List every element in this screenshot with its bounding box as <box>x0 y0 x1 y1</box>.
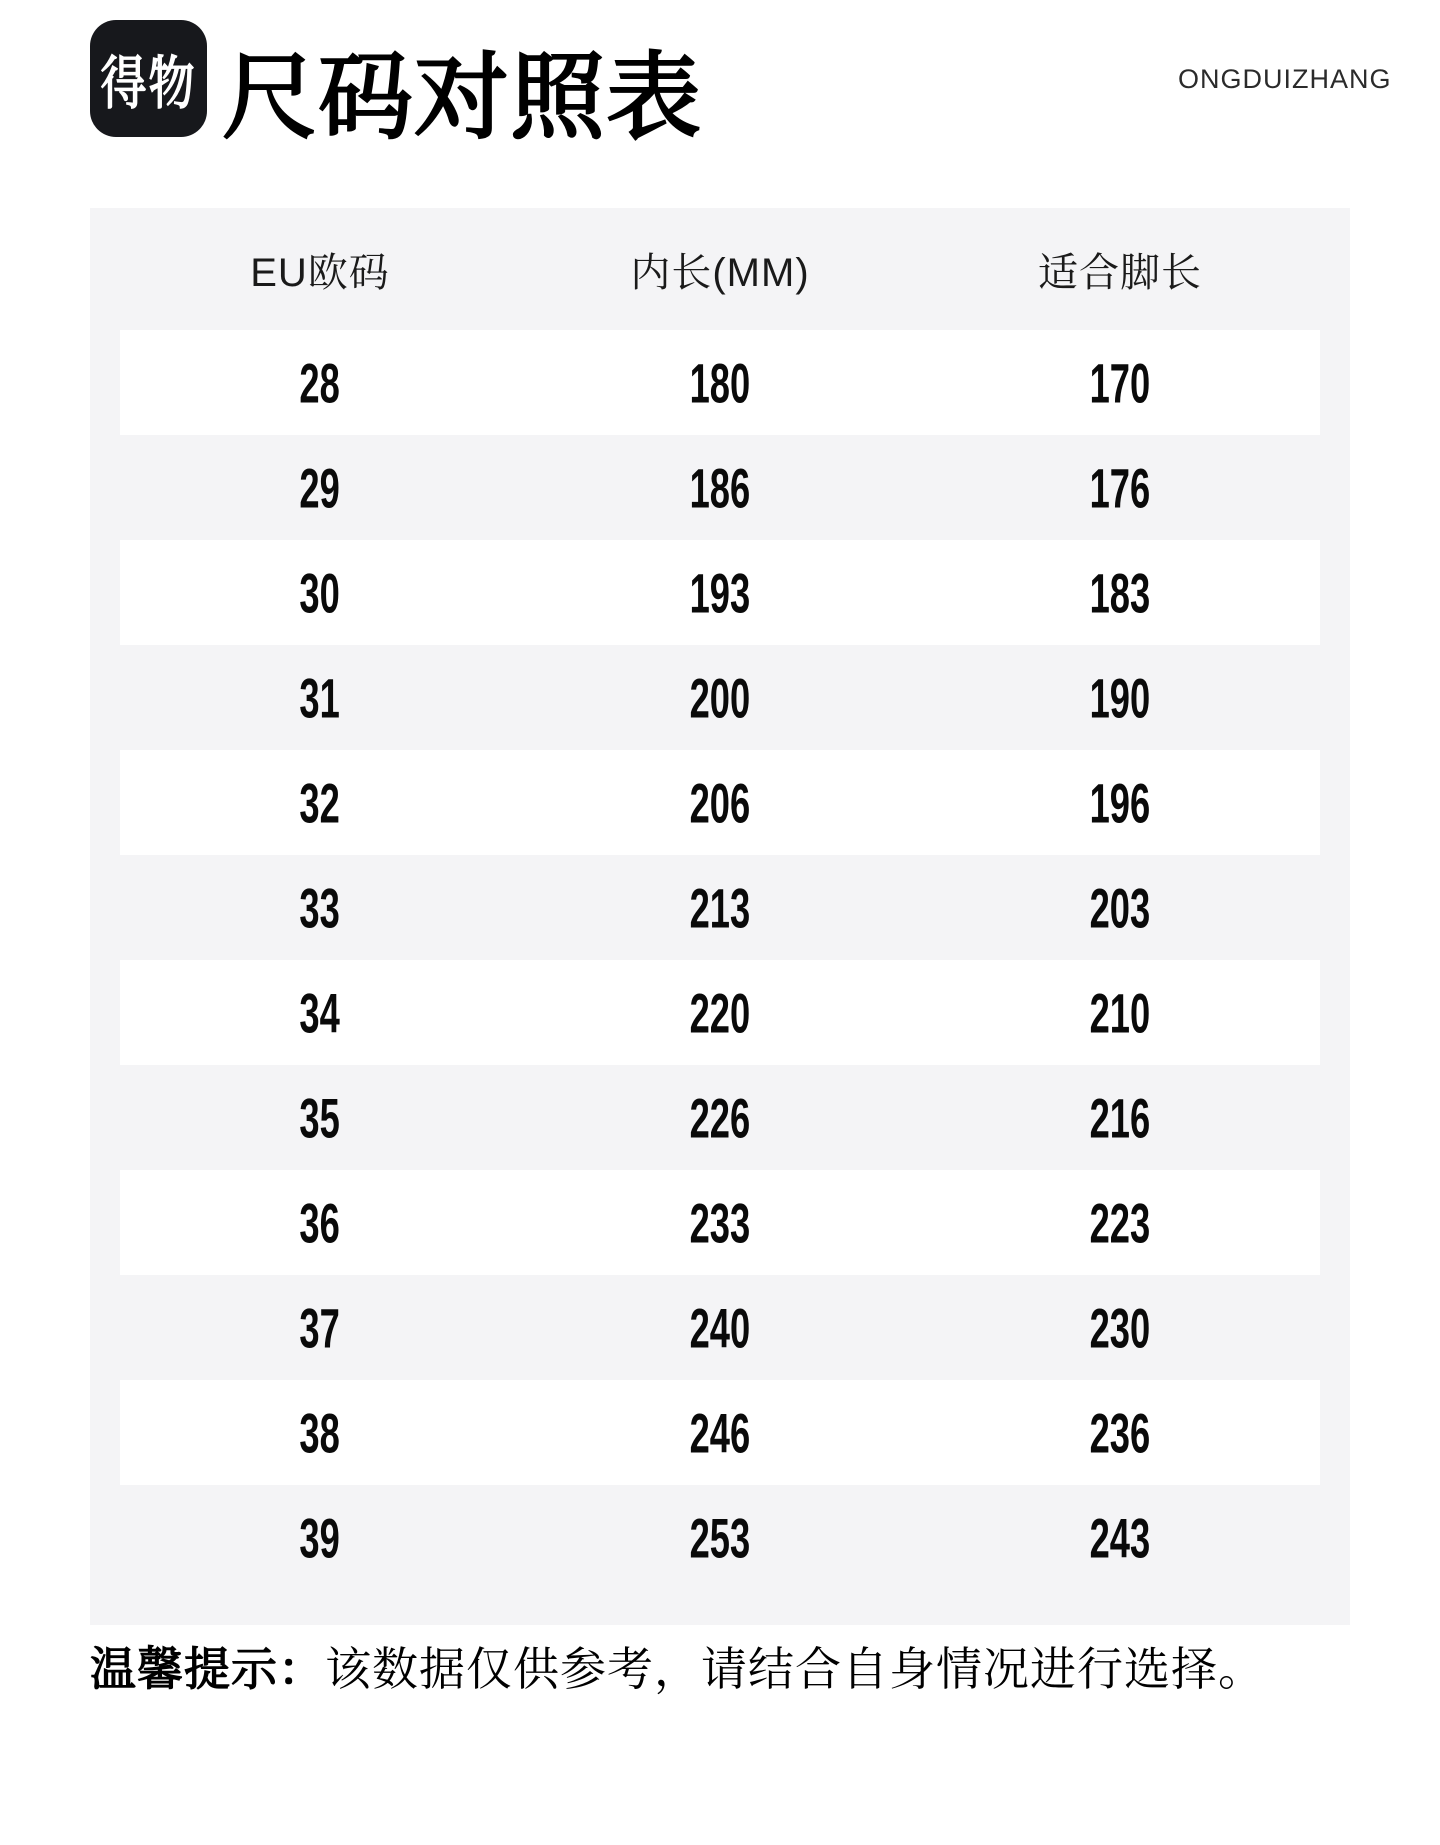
table-row <box>120 540 1320 645</box>
table-row <box>120 1380 1320 1485</box>
cell-value: 31 <box>299 665 341 730</box>
cell-value: 170 <box>1089 350 1151 415</box>
cell-inner-length <box>520 666 920 730</box>
cell-value: 196 <box>1089 770 1151 835</box>
cell-value: 180 <box>689 350 751 415</box>
cell-foot-length <box>920 981 1320 1045</box>
column-header-eu-size: EU欧码 <box>250 250 390 295</box>
table-row <box>120 1065 1320 1170</box>
table-row <box>120 645 1320 750</box>
table-row <box>120 960 1320 1065</box>
cell-value: 200 <box>689 665 751 730</box>
cell-eu-size <box>120 1506 520 1570</box>
table-row <box>120 1275 1320 1380</box>
cell-value: 230 <box>1089 1295 1151 1360</box>
cell-value: 32 <box>299 770 341 835</box>
cell-value: 39 <box>299 1505 341 1570</box>
cell-value: 236 <box>1089 1400 1151 1465</box>
cell-foot-length <box>920 771 1320 835</box>
cell-inner-length <box>520 981 920 1045</box>
footer-tip <box>90 1641 1265 1697</box>
cell-inner-length <box>520 1191 920 1255</box>
cell-inner-length <box>520 561 920 625</box>
cell-eu-size <box>120 1191 520 1255</box>
cell-value: 35 <box>299 1085 341 1150</box>
dewu-logo-text: 得物 <box>100 49 197 115</box>
column-header-inner-length: 内长(MM) <box>630 250 810 295</box>
table-row <box>120 855 1320 960</box>
cell-value: 216 <box>1089 1085 1151 1150</box>
cell-value: 226 <box>689 1085 751 1150</box>
cell-eu-size <box>120 771 520 835</box>
table-row <box>120 435 1320 540</box>
cell-value: 213 <box>689 875 751 940</box>
cell-foot-length <box>920 1086 1320 1150</box>
page-title: 尺码对照表 <box>222 45 703 151</box>
table-row <box>120 1485 1320 1590</box>
cell-foot-length <box>920 351 1320 415</box>
cell-value: 190 <box>1089 665 1151 730</box>
cell-value: 193 <box>689 560 751 625</box>
table-row <box>120 750 1320 855</box>
table-row <box>120 1170 1320 1275</box>
cell-foot-length <box>920 1191 1320 1255</box>
cell-value: 34 <box>299 980 341 1045</box>
dewu-logo <box>90 20 207 137</box>
cell-inner-length <box>520 1506 920 1570</box>
cell-value: 220 <box>689 980 751 1045</box>
cell-value: 186 <box>689 455 751 520</box>
cell-inner-length <box>520 1086 920 1150</box>
cell-value: 210 <box>1089 980 1151 1045</box>
cell-eu-size <box>120 981 520 1045</box>
cell-value: 33 <box>299 875 341 940</box>
cell-value: 29 <box>299 455 341 520</box>
cell-foot-length <box>920 456 1320 520</box>
cell-value: 28 <box>299 350 341 415</box>
cell-inner-length <box>520 771 920 835</box>
cell-foot-length <box>920 1401 1320 1465</box>
cell-eu-size <box>120 1296 520 1360</box>
cell-inner-length <box>520 351 920 415</box>
cell-foot-length <box>920 876 1320 940</box>
cell-inner-length <box>520 1296 920 1360</box>
cell-eu-size <box>120 1086 520 1150</box>
cell-value: 253 <box>689 1505 751 1570</box>
cell-foot-length <box>920 1506 1320 1570</box>
cell-value: 183 <box>1089 560 1151 625</box>
table-row <box>120 330 1320 435</box>
cell-foot-length <box>920 666 1320 730</box>
cell-eu-size <box>120 456 520 520</box>
cell-value: 30 <box>299 560 341 625</box>
watermark-text: ONGDUIZHANG <box>1178 64 1392 94</box>
column-header-foot-length: 适合脚长 <box>1038 250 1202 295</box>
cell-value: 240 <box>689 1295 751 1360</box>
footer-tip-text: 该数据仅供参考，请结合自身情况进行选择。 <box>325 1643 1265 1695</box>
cell-value: 37 <box>299 1295 341 1360</box>
cell-value: 246 <box>689 1400 751 1465</box>
size-table <box>90 208 1350 1625</box>
cell-value: 233 <box>689 1190 751 1255</box>
cell-value: 206 <box>689 770 751 835</box>
cell-eu-size <box>120 561 520 625</box>
cell-eu-size <box>120 351 520 415</box>
cell-inner-length <box>520 1401 920 1465</box>
cell-value: 176 <box>1089 455 1151 520</box>
table-body <box>120 330 1320 1590</box>
cell-eu-size <box>120 876 520 940</box>
cell-value: 223 <box>1089 1190 1151 1255</box>
cell-value: 243 <box>1089 1505 1151 1570</box>
cell-value: 38 <box>299 1400 341 1465</box>
cell-inner-length <box>520 456 920 520</box>
cell-foot-length <box>920 561 1320 625</box>
cell-value: 203 <box>1089 875 1151 940</box>
cell-eu-size <box>120 1401 520 1465</box>
cell-foot-length <box>920 1296 1320 1360</box>
table-header-row <box>120 208 1320 330</box>
footer-tip-label: 温馨提示： <box>90 1643 325 1695</box>
cell-value: 36 <box>299 1190 341 1255</box>
cell-eu-size <box>120 666 520 730</box>
cell-inner-length <box>520 876 920 940</box>
